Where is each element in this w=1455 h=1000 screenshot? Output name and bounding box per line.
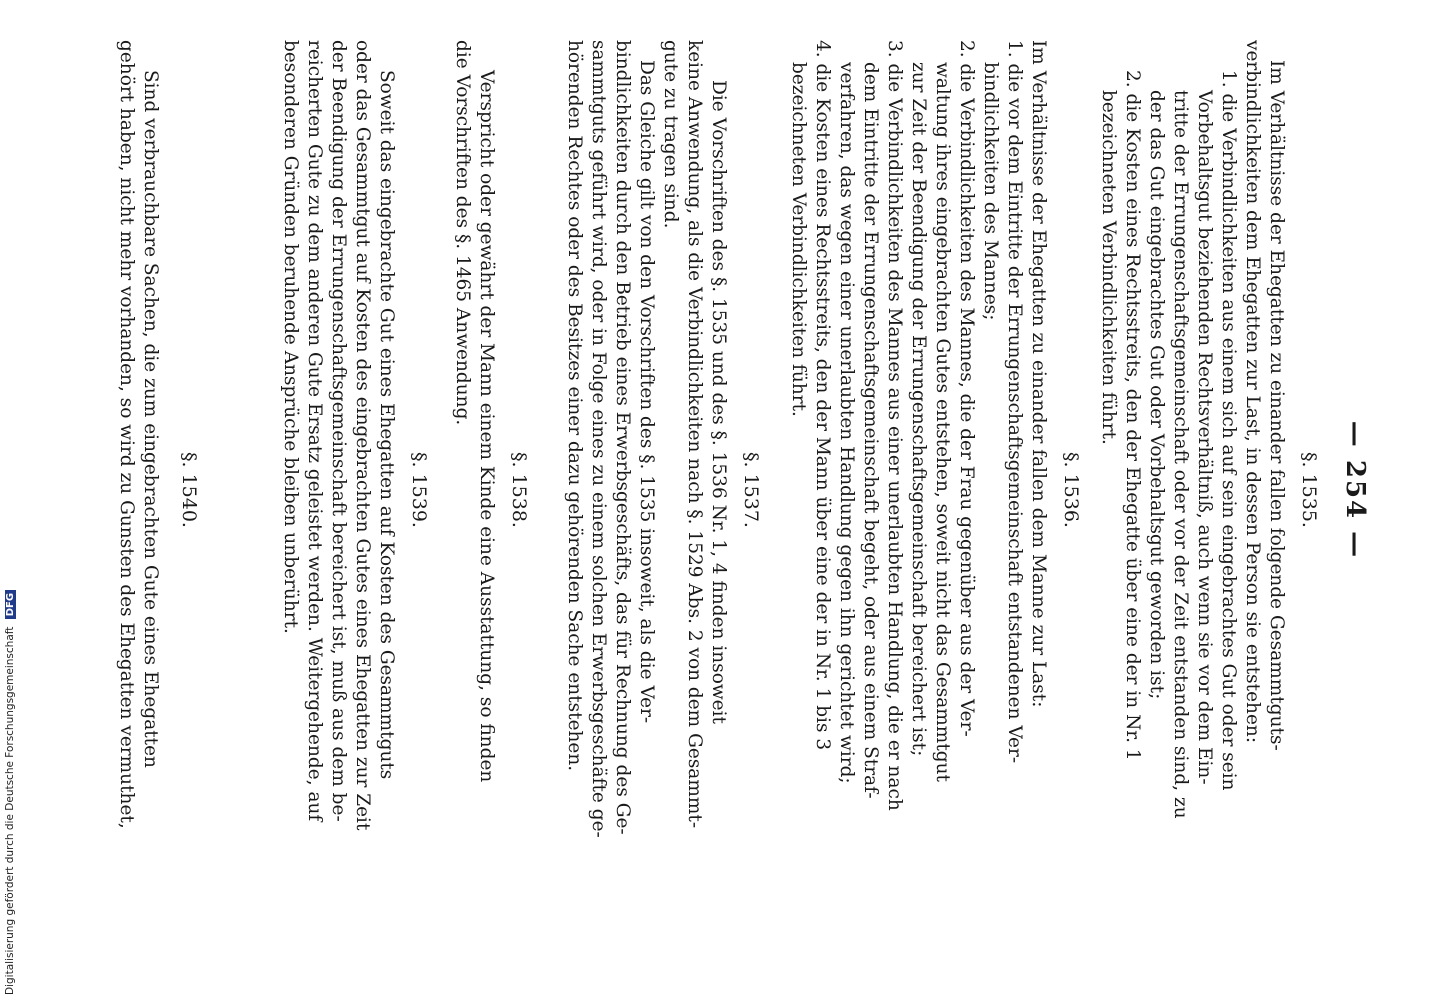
text-line: Die Vorschriften des §. 1535 und des §. 1536 Nr. 1, 4 finden insoweit [708,80,729,724]
text-line: der Beendigung der Errungenschaftsgemeinschaft bereichert ist, muß aus dem be- [328,40,349,822]
text-line: Vorbehaltsgut beziehenden Rechtsverhältniß, auch wenn sie vor dem Ein- [1194,90,1215,785]
text-line: besonderen Gründen beruhende Ansprüche bleiben unberührt. [280,40,301,634]
text-line: Soweit das eingebrachte Gut eines Ehegatten auf Kosten des Gesammtguts [376,70,397,780]
text-line: bindlichkeiten durch den Betrieb eines Erwerbsgeschäfts, das für Rechnung des Ge- [612,40,633,835]
text-line: 2. die Verbindlichkeiten des Mannes, die der Frau gegenüber aus der Ver- [956,40,977,737]
text-line: bindlichkeiten des Mannes; [980,62,1001,321]
text-line: Im Verhältnisse der Ehegatten zu einander fallen dem Manne zur Last: [1028,40,1049,708]
section-heading-1538: §. 1538. [508,452,530,528]
text-line: 1. die Verbindlichkeiten aus einem sich auf sein eingebrachtes Gut oder sein [1218,70,1239,791]
text-line: hörenden Rechtes oder des Besitzes einer dazu gehörenden Sache entstehen. [564,40,585,772]
section-heading-1539: §. 1539. [408,452,430,528]
text-line: bezeichneten Verbindlichkeiten führt. [788,62,809,417]
text-line: der das Gut eingebrachtes Gut oder Vorbehaltsgut geworden ist; [1146,90,1167,700]
text-line: 2. die Kosten eines Rechtsstreits, den der Ehegatte über eine der in Nr. 1 [1122,70,1143,761]
text-line: oder das Gesammtgut auf Kosten des eingebrachten Gutes eines Ehegatten zur Zeit [352,40,373,831]
text-line: Sind verbrauchbare Sachen, die zum eingebrachten Gute eines Ehegatten [140,70,161,768]
text-line: zur Zeit der Beendigung der Errungenschaftsgemeinschaft bereichert ist; [908,62,929,757]
text-line: 4. die Kosten eines Rechtsstreits, den der Mann über eine der in Nr. 1 bis 3 [812,40,833,751]
text-line: Verspricht oder gewährt der Mann einem Kinde eine Ausstattung, so finden [476,70,497,783]
text-line: keine Anwendung, als die Verbindlichkeiten nach §. 1529 Abs. 2 von dem Gesammt- [684,40,705,829]
text-line: reicherten Gute zu dem anderen Gute Ersatz geleistet werden. Weitergehende, auf [304,40,325,822]
text-line: 3. die Verbindlichkeiten des Mannes aus einer unerlaubten Handlung, die er nach [884,40,905,811]
text-line: gute zu tragen sind. [660,40,681,229]
text-line: dem Eintritte der Errungenschaftsgemeinschaft begeht, oder aus einem Straf- [860,62,881,799]
text-line: gehört haben, nicht mehr vorhanden, so wird zu Gunsten des Ehegatten vermuthet, [116,40,137,829]
text-line: tritte der Errungenschaftsgemeinschaft oder vor der Zeit entstanden sind, zu [1170,90,1191,819]
text-line: 1. die vor dem Eintritte der Errungenschaftsgemeinschaft entstandenen Ver- [1004,40,1025,764]
text-line: waltung ihres eingebrachten Gutes entstehen, soweit nicht das Gesammtgut [932,62,953,782]
section-heading-1540: §. 1540. [178,452,200,528]
dfg-logo: DFG [5,590,16,619]
section-heading-1535: §. 1535. [1298,452,1320,528]
text-line: bezeichneten Verbindlichkeiten führt. [1098,90,1119,445]
page-number: — 254 — [1340,420,1370,560]
text-line: verfahren, das wegen einer unerlaubten Handlung gegen ihn gerichtet wird; [836,62,857,784]
text-line: Im Verhältnisse der Ehegatten zu einander fallen folgende Gesammtguts- [1266,60,1287,751]
section-heading-1537: §. 1537. [740,452,762,528]
footer-text: Digitalisierung gefördert durch die Deutsche Forschungsgemeinschaft [4,626,16,995]
rotated-page [80,40,1370,940]
text-line: verbindlichkeiten dem Ehegatten zur Last, in dessen Person sie entstehen: [1242,40,1263,744]
text-line: Das Gleiche gilt von den Vorschriften des §. 1535 insoweit, als die Ver- [636,60,657,724]
text-line: die Vorschriften des §. 1465 Anwendung. [452,40,473,426]
digitization-footer [4,590,16,995]
section-heading-1536: §. 1536. [1060,452,1082,528]
text-line: sammtguts geführt wird, oder in Folge eines zu einem solchen Erwerbsgeschäfte ge- [588,40,609,838]
